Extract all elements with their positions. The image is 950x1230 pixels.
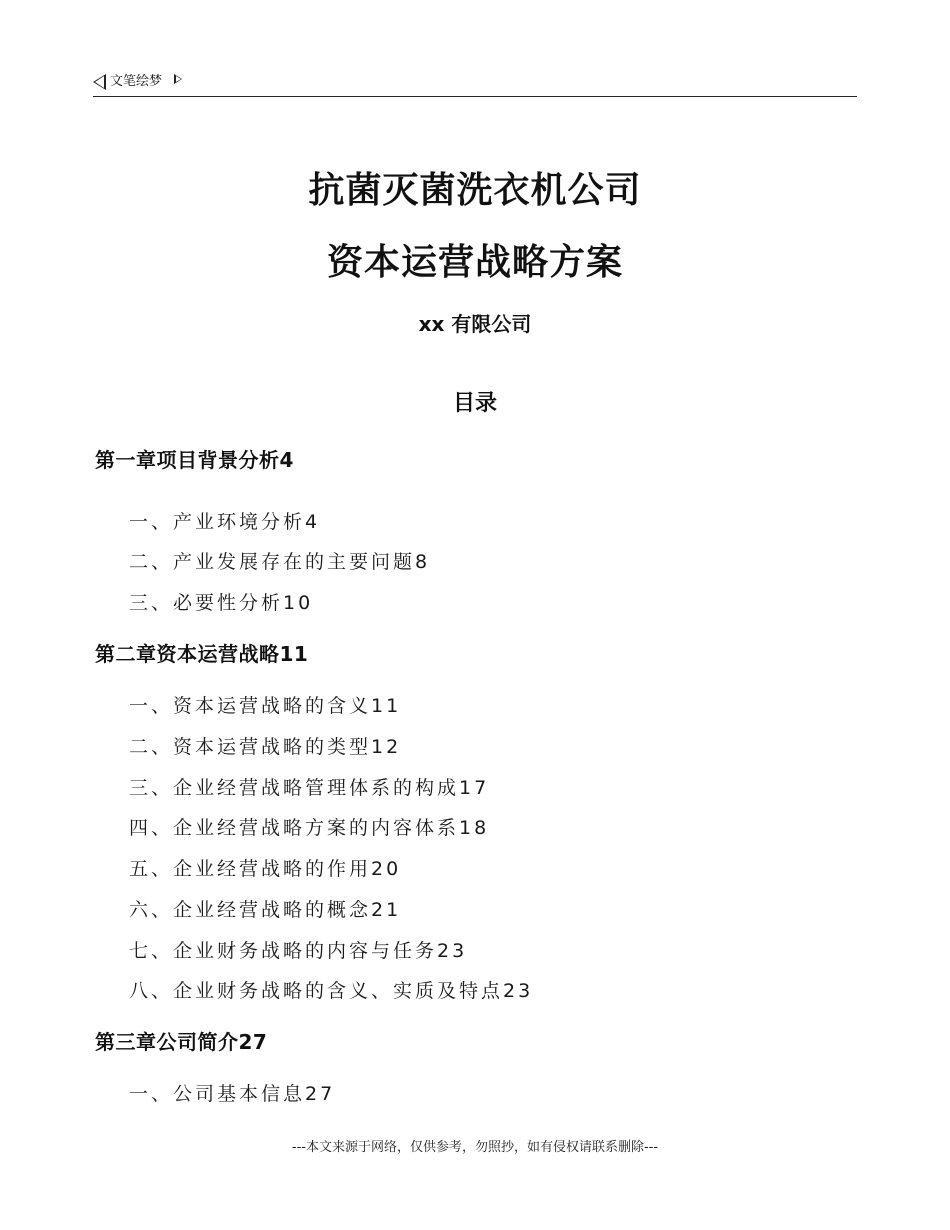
toc-item[interactable]: 八、企业财务战略的含义、实质及特点23 xyxy=(129,980,534,1002)
company-name: xx 有限公司 xyxy=(418,312,532,336)
toc-item[interactable]: 三、必要性分析10 xyxy=(129,592,314,614)
toc-chapter-1[interactable]: 第一章项目背景分析4 xyxy=(95,448,294,472)
header-brand: 文笔绘梦 xyxy=(110,74,163,89)
page-footer-disclaimer: ---本文来源于网络，仅供参考，勿照抄，如有侵权请联系删除--- xyxy=(291,1140,659,1155)
toc-heading: 目录 xyxy=(452,391,497,416)
toc-item[interactable]: 六、企业经营战略的概念21 xyxy=(129,899,402,921)
toc-item[interactable]: 三、企业经营战略管理体系的构成17 xyxy=(129,777,490,799)
toc-item[interactable]: 一、资本运营战略的含义11 xyxy=(129,695,402,717)
document-title-line2: 资本运营战略方案 xyxy=(326,242,623,283)
toc-item[interactable]: 七、企业财务战略的内容与任务23 xyxy=(129,940,468,962)
toc-item[interactable]: 五、企业经营战略的作用20 xyxy=(129,858,402,880)
toc-item[interactable]: 四、企业经营战略方案的内容体系18 xyxy=(129,817,490,839)
toc-item[interactable]: 一、产业环境分析4 xyxy=(129,511,321,533)
toc-chapter-2[interactable]: 第二章资本运营战略11 xyxy=(95,642,309,666)
toc-item[interactable]: 二、资本运营战略的类型12 xyxy=(129,736,402,758)
document-title-line1: 抗菌灭菌洗衣机公司 xyxy=(308,170,642,211)
toc-chapter-3[interactable]: 第三章公司简介27 xyxy=(95,1030,268,1054)
toc-item[interactable]: 一、公司基本信息27 xyxy=(129,1083,336,1105)
toc-item[interactable]: 二、产业发展存在的主要问题8 xyxy=(129,551,431,573)
